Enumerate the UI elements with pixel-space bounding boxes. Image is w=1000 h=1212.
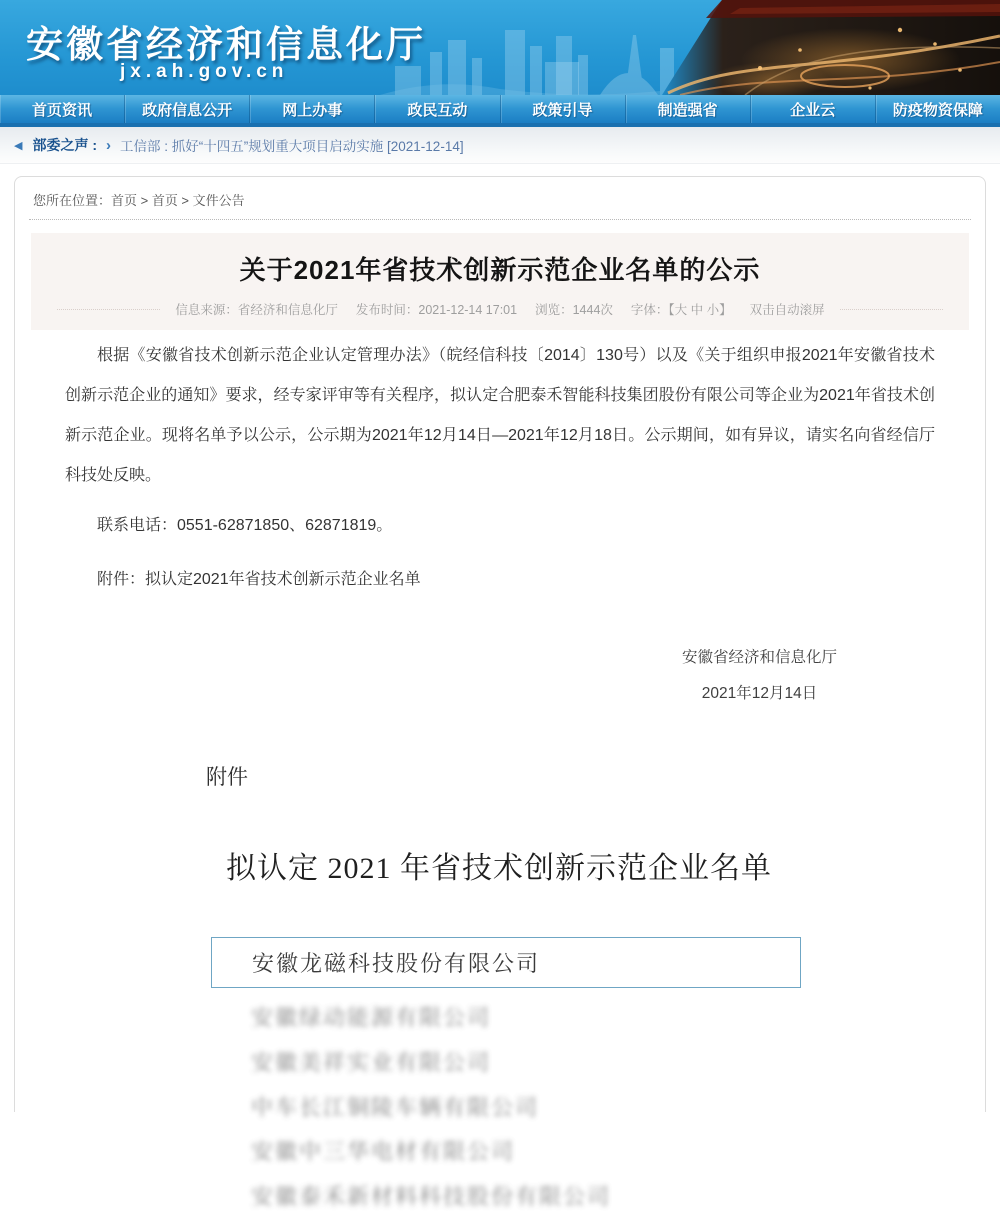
article-paragraph: 根据《安徽省技术创新示范企业认定管理办法》（皖经信科技〔2014〕130号）以及《关于组织申报2021年安徽省技术创新示范企业的通知》要求，经专家评审等有关程序，拟认定合肥泰禾智能科技集团股份有限公司等企业为2021年省技术创新示范企业。现将名单予以公示，公示期为2021年12月14日—2021年12月18日。公示期间，如有异议，请实名向省经信厅科技处反映。 [65,347,935,484]
arrow-right-icon: › [106,136,112,154]
company-name-blurred: 安徽泰禾新材料科技股份有限公司 [251,1184,612,1210]
ticker-news-link[interactable]: 工信部 : 抓好“十四五”规划重大项目启动实施 [2021-12-14] [120,139,464,154]
company-name-blurred: 安徽美祥实业有限公司 [251,1049,492,1075]
signature-date: 2021年12月14日 [701,684,818,702]
company-highlight-box [211,937,801,988]
article-body [15,330,985,600]
contact-phone-line: 联系电话：0551-62871850、62871819。 [97,517,393,534]
meta-view-count: 浏览：1444次 [535,303,613,317]
company-name-blurred: 安徽绿动能源有限公司 [251,1005,492,1031]
meta-font-size-switcher[interactable]: 字体：【大 中 小】 [630,303,732,317]
attachment-link-line: 附件：拟认定2021年省技术创新示范企业名单 [97,571,421,588]
meta-publish-time: 发布时间：2021-12-14 17:01 [355,303,518,317]
ticker-prev-icon[interactable]: ◀ [14,139,23,152]
nav-item-enterprise-cloud[interactable]: 企业云 [751,95,876,123]
meta-autoscroll-hint[interactable]: 双击自动滚屏 [749,303,825,317]
company-name-blurred: 安徽中三华电材有限公司 [251,1139,516,1165]
attachment-label: 附件 [206,765,248,790]
nav-item-policy-guidance[interactable]: 政策引导 [501,95,626,123]
attachment-heading: 拟认定 2021 年省技术创新示范企业名单 [226,852,772,886]
article-meta-row [31,300,969,318]
breadcrumb[interactable]: 您所在位置：首页 > 首页 > 文件公告 [33,193,245,208]
nav-item-epidemic-supplies[interactable]: 防疫物资保障 [876,95,1000,123]
site-url: jx.ah.gov.cn [120,61,289,82]
signature-org: 安徽省经济和信息化厅 [681,649,837,666]
nav-item-manufacturing-province[interactable]: 制造强省 [626,95,751,123]
attachment-document [15,761,985,1211]
main-nav [0,95,1000,127]
meta-source: 信息来源：省经济和信息化厅 [175,303,338,317]
signature-block [682,640,837,711]
nav-item-gov-info-disclosure[interactable]: 政府信息公开 [125,95,250,123]
article-title-banner [31,233,969,330]
company-name-blurred: 中车长江铜陵车辆有限公司 [251,1094,540,1120]
breadcrumb-divider [29,219,971,220]
site-header [0,0,1000,95]
site-title: 安徽省经济和信息化厅 [26,24,426,65]
page-title: 关于2021年省技术创新示范企业名单的公示 [239,255,761,285]
nav-item-public-interaction[interactable]: 政民互动 [375,95,500,123]
article-container [14,176,986,1210]
company-name: 安徽龙磁科技股份有限公司 [252,951,541,977]
nav-item-online-services[interactable]: 网上办事 [250,95,375,123]
ticker-label: 部委之声 : [32,137,98,153]
nav-item-home-news[interactable]: 首页资讯 [0,95,125,123]
news-ticker [0,127,1000,164]
